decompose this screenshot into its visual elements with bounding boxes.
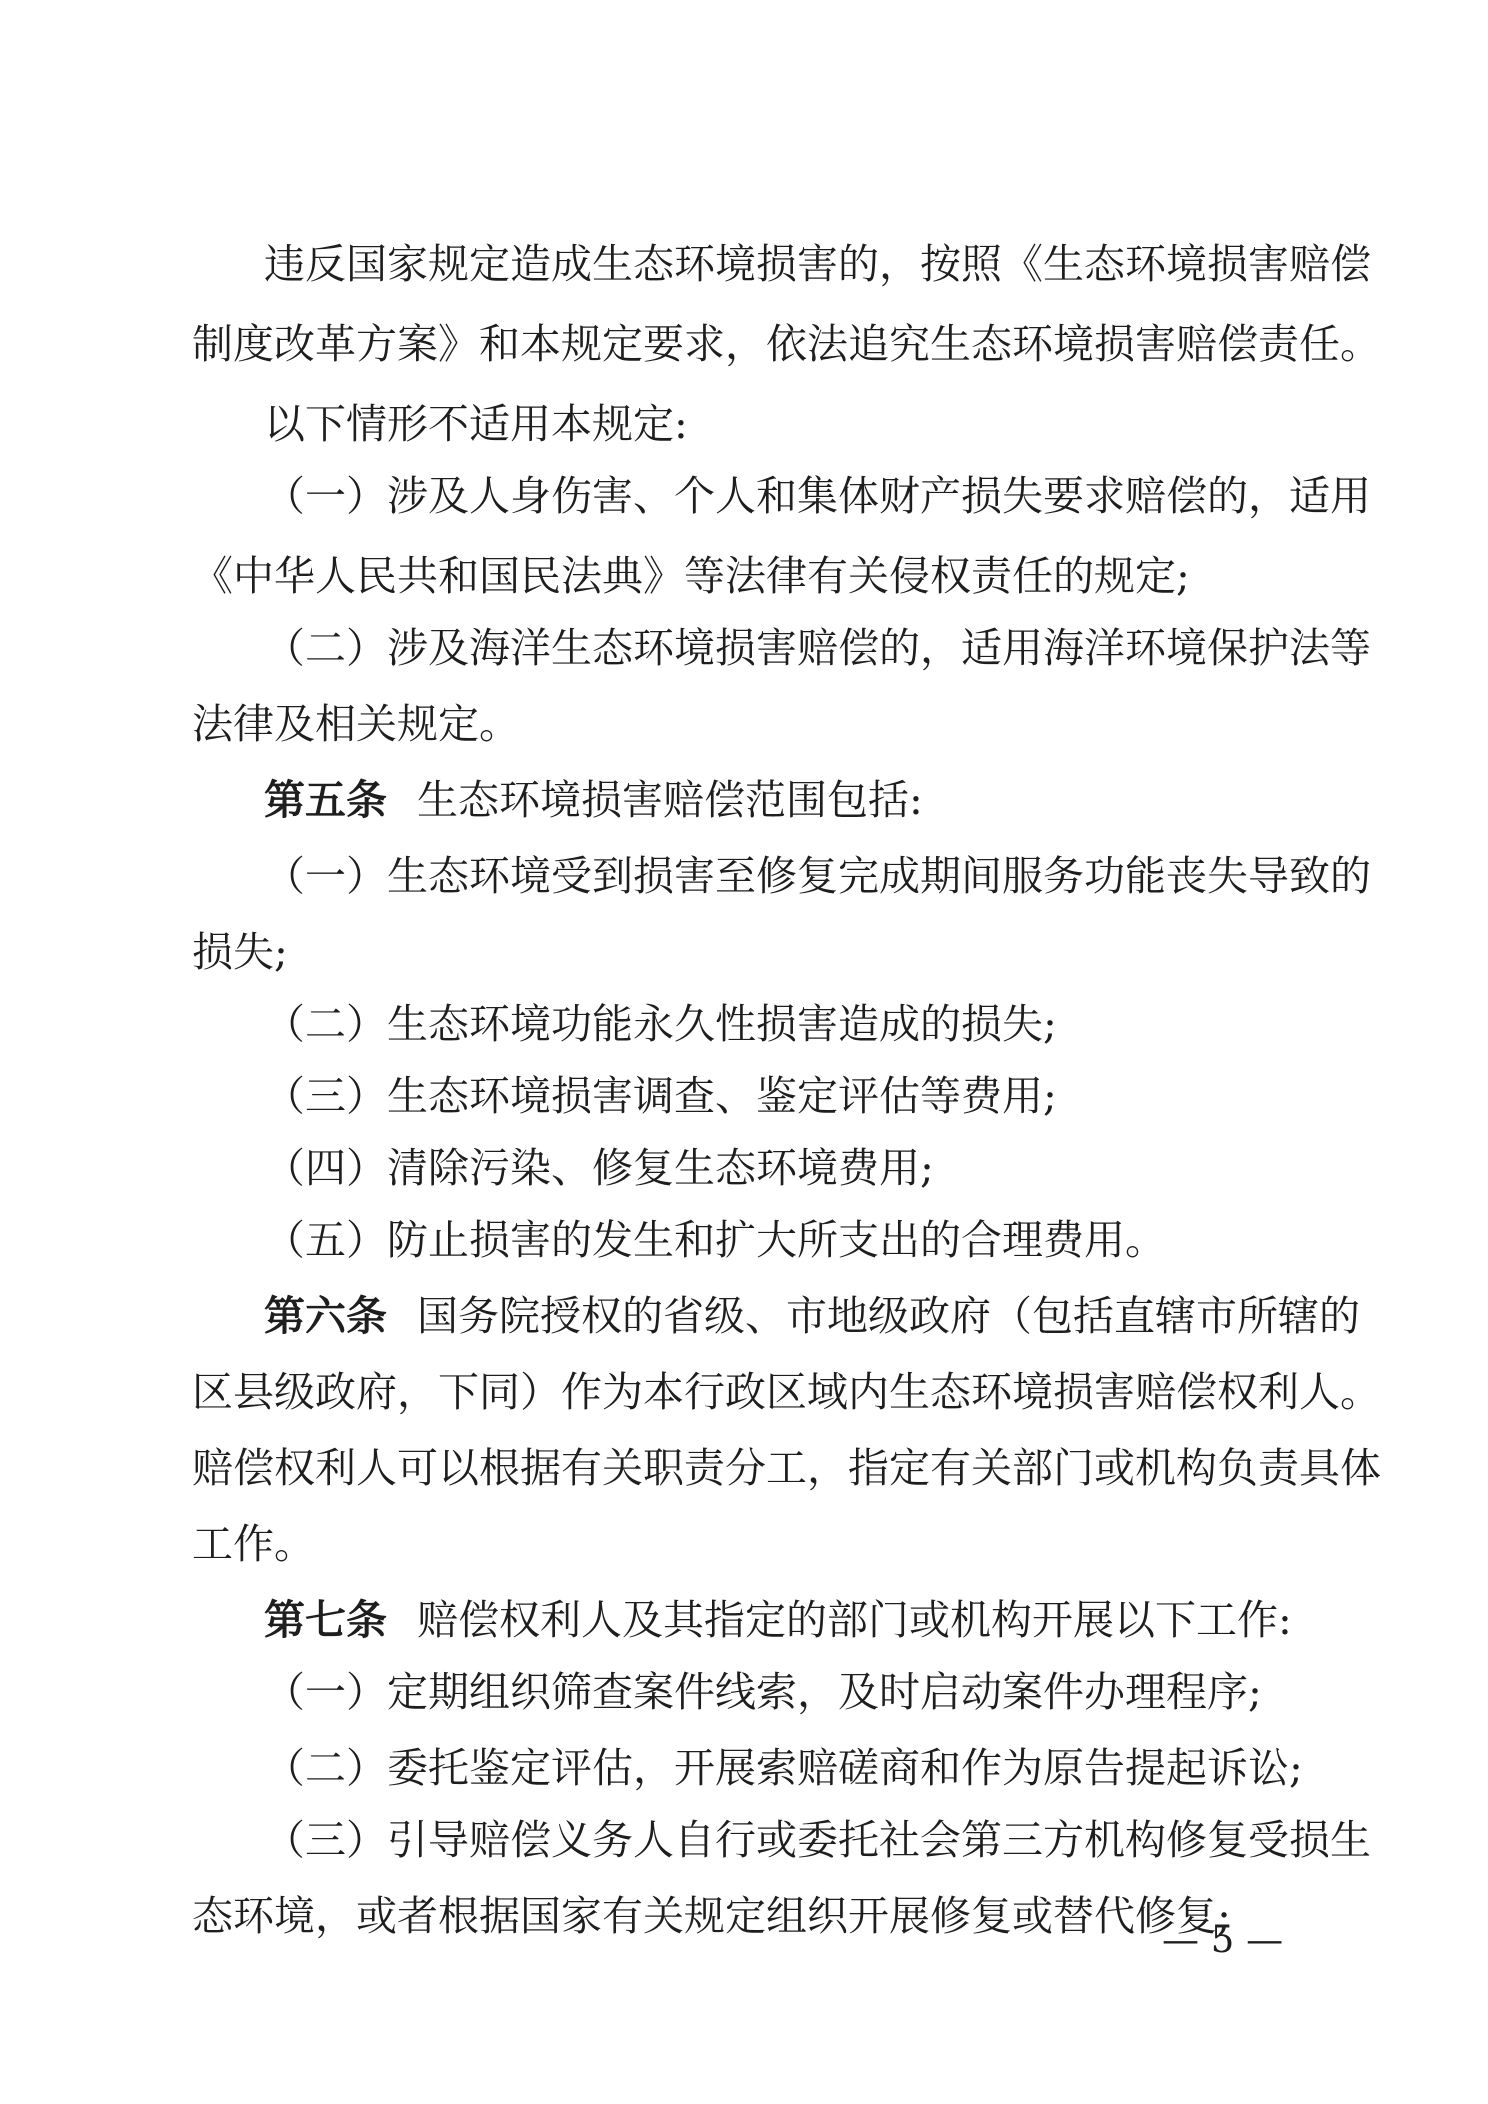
text-line: 工作。 [192, 1520, 315, 1568]
text-line: 违反国家规定造成生态环境损害的，按照《生态环境损害赔偿 [264, 240, 1371, 288]
text-line: 法律及相关规定。 [192, 700, 520, 748]
text-line: （三）引导赔偿义务人自行或委托社会第三方机构修复受损生 [264, 1816, 1371, 1864]
text-line: （一）涉及人身伤害、个人和集体财产损失要求赔偿的，适用 [264, 472, 1371, 520]
text-line: （四）清除污染、修复生态环境费用; [264, 1144, 934, 1192]
text-line: 以下情形不适用本规定: [264, 400, 688, 448]
text-line: 《中华人民共和国民法典》等法律有关侵权责任的规定; [192, 552, 1190, 600]
text-line: （三）生态环境损害调查、鉴定评估等费用; [264, 1072, 1057, 1120]
text-line: （五）防止损害的发生和扩大所支出的合理费用。 [264, 1216, 1166, 1264]
text-line: （二）生态环境功能永久性损害造成的损失; [264, 1000, 1057, 1048]
article-line: 第五条 生态环境损害赔偿范围包括: [264, 776, 923, 824]
text-line: （一）生态环境受到损害至修复完成期间服务功能丧失导致的 [264, 852, 1371, 900]
article-line: 第七条 赔偿权利人及其指定的部门或机构开展以下工作: [264, 1596, 1292, 1644]
text-line: 损失; [192, 928, 288, 976]
article-number: 第五条 [264, 776, 387, 824]
article-line: 第六条 国务院授权的省级、市地级政府（包括直辖市所辖的 [264, 1292, 1360, 1340]
text-line: 制度改革方案》和本规定要求，依法追究生态环境损害赔偿责任。 [192, 320, 1381, 368]
text-line: （二）委托鉴定评估，开展索赔磋商和作为原告提起诉讼; [264, 1744, 1303, 1792]
text-line: （二）涉及海洋生态环境损害赔偿的，适用海洋环境保护法等 [264, 624, 1371, 672]
text-line: 态环境，或者根据国家有关规定组织开展修复或替代修复; [192, 1892, 1231, 1940]
page-number: — 5 — [1162, 1918, 1284, 1961]
text-line: 区县级政府，下同）作为本行政区域内生态环境损害赔偿权利人。 [192, 1368, 1381, 1416]
text-line: （一）定期组织筛查案件线索，及时启动案件办理程序; [264, 1668, 1262, 1716]
article-number: 第七条 [264, 1596, 387, 1644]
text-line: 赔偿权利人可以根据有关职责分工，指定有关部门或机构负责具体 [192, 1444, 1381, 1492]
article-number: 第六条 [264, 1292, 387, 1340]
